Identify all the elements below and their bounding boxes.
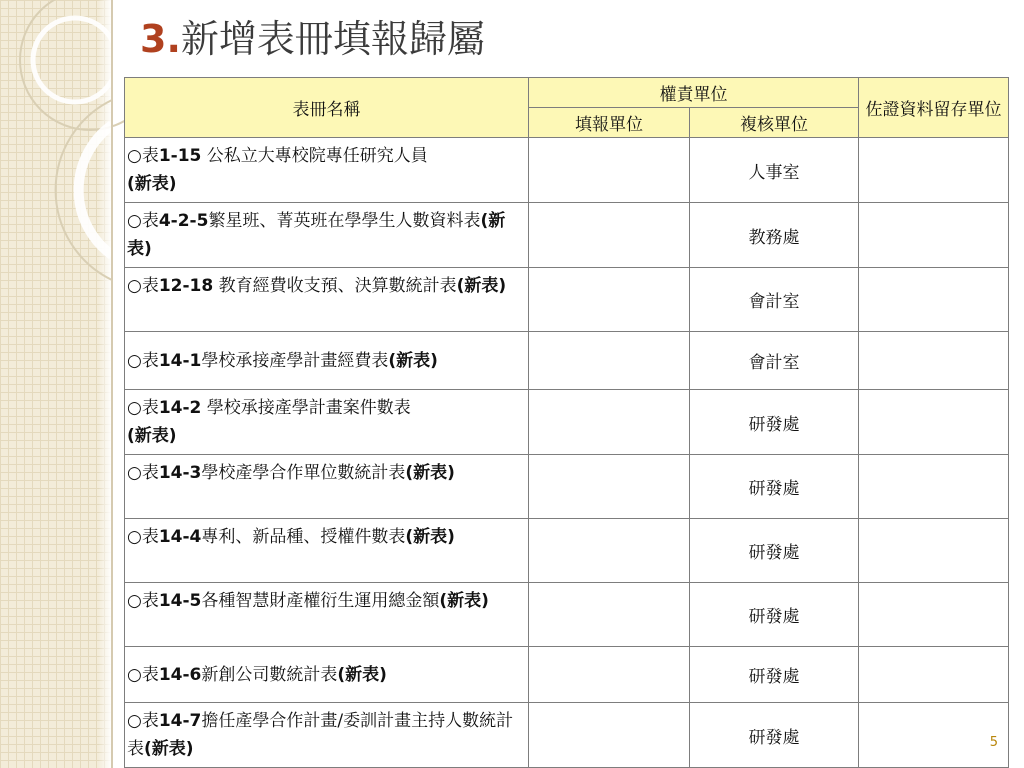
evidence-unit-cell bbox=[859, 390, 1009, 455]
fill-unit-cell bbox=[529, 647, 690, 703]
evidence-unit-cell bbox=[859, 519, 1009, 583]
table-row bbox=[125, 138, 1009, 203]
header-review-unit: 複核單位 bbox=[690, 108, 859, 138]
form-name-cell: ○表14-2 學校承接產學計畫案件數表 (新表) bbox=[125, 390, 529, 455]
evidence-unit-cell bbox=[859, 455, 1009, 519]
evidence-unit-cell bbox=[859, 138, 1009, 203]
form-name-cell: ○表14-7擔任產學合作計畫/委訓計畫主持人數統計表(新表) bbox=[125, 703, 529, 768]
header-evidence: 佐證資料留存單位 bbox=[859, 78, 1009, 138]
slide-title bbox=[140, 8, 485, 70]
table-row bbox=[125, 519, 1009, 583]
fill-unit-cell bbox=[529, 390, 690, 455]
table-row bbox=[125, 203, 1009, 268]
review-unit-cell: 人事室 bbox=[690, 138, 859, 203]
review-unit-cell: 研發處 bbox=[690, 519, 859, 583]
review-unit-cell: 研發處 bbox=[690, 583, 859, 647]
review-unit-cell: 研發處 bbox=[690, 455, 859, 519]
table-row bbox=[125, 332, 1009, 390]
evidence-unit-cell bbox=[859, 703, 1009, 768]
fill-unit-cell bbox=[529, 332, 690, 390]
evidence-unit-cell bbox=[859, 583, 1009, 647]
fill-unit-cell bbox=[529, 203, 690, 268]
table-row bbox=[125, 268, 1009, 332]
forms-assignment-table bbox=[124, 77, 1009, 768]
form-name-cell: ○表4-2-5繁星班、菁英班在學學生人數資料表(新表) bbox=[125, 203, 529, 268]
title-number: 3. bbox=[140, 17, 181, 61]
table-row bbox=[125, 647, 1009, 703]
table-row bbox=[125, 455, 1009, 519]
form-name-cell: ○表14-5各種智慧財產權衍生運用總金額(新表) bbox=[125, 583, 529, 647]
form-name-cell: ○表1-15 公私立大專校院專任研究人員 (新表) bbox=[125, 138, 529, 203]
fill-unit-cell bbox=[529, 519, 690, 583]
table-row bbox=[125, 390, 1009, 455]
evidence-unit-cell bbox=[859, 332, 1009, 390]
header-authority: 權責單位 bbox=[529, 78, 859, 108]
evidence-unit-cell bbox=[859, 268, 1009, 332]
fill-unit-cell bbox=[529, 703, 690, 768]
form-name-cell: ○表12-18 教育經費收支預、決算數統計表(新表) bbox=[125, 268, 529, 332]
evidence-unit-cell bbox=[859, 203, 1009, 268]
form-name-cell: ○表14-6新創公司數統計表(新表) bbox=[125, 647, 529, 703]
title-text: 新增表冊填報歸屬 bbox=[180, 17, 485, 61]
form-name-cell: ○表14-3學校產學合作單位數統計表(新表) bbox=[125, 455, 529, 519]
table-row bbox=[125, 583, 1009, 647]
review-unit-cell: 研發處 bbox=[690, 647, 859, 703]
header-form-name: 表冊名稱 bbox=[125, 78, 529, 138]
form-name-cell: ○表14-4專利、新品種、授權件數表(新表) bbox=[125, 519, 529, 583]
fill-unit-cell bbox=[529, 268, 690, 332]
fill-unit-cell bbox=[529, 138, 690, 203]
review-unit-cell: 會計室 bbox=[690, 332, 859, 390]
review-unit-cell: 教務處 bbox=[690, 203, 859, 268]
evidence-unit-cell bbox=[859, 647, 1009, 703]
fill-unit-cell bbox=[529, 455, 690, 519]
review-unit-cell: 會計室 bbox=[690, 268, 859, 332]
decorative-side-band bbox=[0, 0, 112, 768]
table-header-row bbox=[125, 78, 1009, 108]
header-fill-unit: 填報單位 bbox=[529, 108, 690, 138]
form-name-cell: ○表14-1學校承接產學計畫經費表(新表) bbox=[125, 332, 529, 390]
page-number: 5 bbox=[989, 735, 998, 750]
table-row bbox=[125, 703, 1009, 768]
review-unit-cell: 研發處 bbox=[690, 390, 859, 455]
fill-unit-cell bbox=[529, 583, 690, 647]
review-unit-cell: 研發處 bbox=[690, 703, 859, 768]
